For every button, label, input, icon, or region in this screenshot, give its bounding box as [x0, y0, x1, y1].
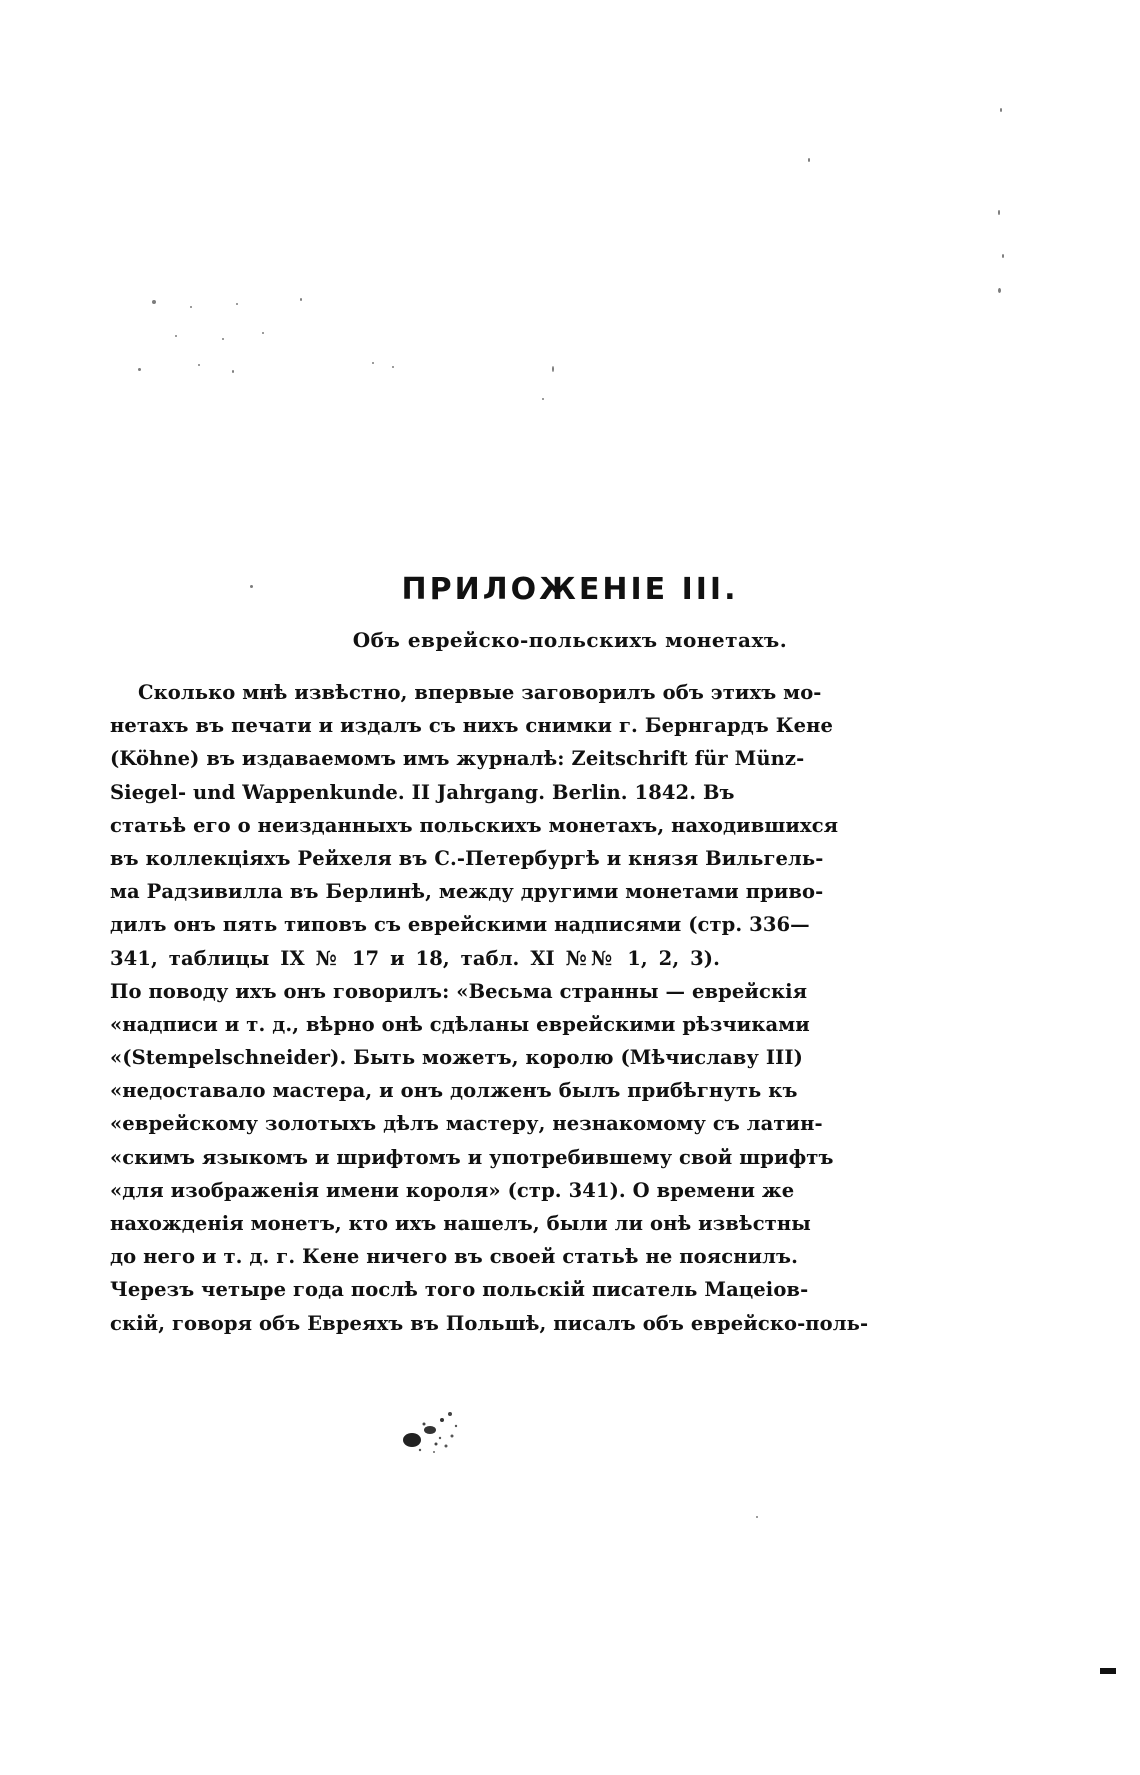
scan-speck: [1002, 254, 1004, 258]
text-line: «для изображенія имени короля» (стр. 341). О времени же: [110, 1178, 795, 1202]
text-line: 341, таблицы IX № 17 и 18, табл. XI №№ 1, 2, 3).: [110, 946, 720, 970]
text-line: ма Радзивилла въ Берлинѣ, между другими монетами приво-: [110, 880, 824, 904]
text-line: (Köhne) въ издаваемомъ имъ журналѣ: Zeitschrift für Münz-: [110, 747, 805, 771]
text-line: въ коллекціяхъ Рейхеля въ С.-Петербургѣ и князя Вильгель-: [110, 846, 824, 870]
ink-blot-ornament: [390, 1400, 470, 1460]
text-line: Черезъ четыре года послѣ того польскій писатель Мацеіов-: [110, 1278, 809, 1302]
scan-speck: [152, 300, 156, 304]
scan-speck: [808, 158, 810, 162]
text-line: Siegel- und Wappenkunde. II Jahrgang. Berlin. 1842. Въ: [110, 780, 735, 804]
scan-speck: [236, 303, 238, 305]
scan-speck: [1000, 108, 1002, 112]
appendix-heading: ПРИЛОЖЕНІЕ III.: [401, 572, 739, 607]
scan-speck: [175, 335, 177, 337]
text-line: до него и т. д. г. Кене ничего въ своей статьѣ не пояснилъ.: [110, 1245, 798, 1269]
text-line: дилъ онъ пять типовъ съ еврейскими надписями (стр. 336—: [110, 913, 810, 937]
text-line: «скимъ языкомъ и шрифтомъ и употребившему свой шрифтъ: [110, 1145, 834, 1169]
text-line: статьѣ его о неизданныхъ польскихъ монетахъ, находившихся: [110, 813, 839, 837]
text-line: нахожденія монетъ, кто ихъ нашелъ, были ли онѣ извѣстны: [110, 1212, 811, 1235]
scan-speck: [262, 332, 264, 334]
scan-edge-mark: [1100, 1668, 1116, 1674]
scan-speck: [190, 306, 192, 308]
scan-speck: [756, 1516, 758, 1518]
scan-speck: [300, 298, 302, 301]
scan-speck: [222, 338, 224, 340]
text-line: Сколько мнѣ извѣстно, впервые заговорилъ объ этихъ мо-: [138, 681, 822, 704]
text-line: «надписи и т. д., вѣрно онѣ сдѣланы еврейскими рѣзчиками: [110, 1012, 810, 1036]
appendix-subheading: Объ еврейско-польскихъ монетахъ.: [352, 628, 788, 652]
scan-speck: [998, 210, 1000, 215]
text-line: «недоставало мастера, и онъ долженъ былъ прибѣгнуть къ: [110, 1079, 798, 1103]
text-line: По поводу ихъ онъ говорилъ: «Весьма странны — еврейскія: [110, 979, 808, 1003]
scan-speck: [198, 364, 200, 366]
scan-speck: [392, 366, 394, 368]
scan-speck: [232, 370, 234, 373]
text-line: скій, говоря объ Евреяхъ въ Польшѣ, писалъ объ еврейско-поль-: [110, 1311, 869, 1335]
scan-speck: [372, 362, 374, 364]
body-text: [110, 676, 869, 1340]
scan-speck: [138, 368, 141, 371]
text-line: нетахъ въ печати и издалъ съ нихъ снимки г. Бернгардъ Кене: [110, 714, 833, 738]
scan-speck: [542, 398, 544, 400]
text-line: «еврейскому золотыхъ дѣлъ мастеру, незнакомому съ латин-: [110, 1112, 823, 1136]
scan-speck: [998, 288, 1001, 293]
text-line: «(Stempelschneider). Быть можетъ, королю (Мѣчиславу III): [110, 1046, 803, 1070]
scan-speck: [552, 366, 554, 372]
